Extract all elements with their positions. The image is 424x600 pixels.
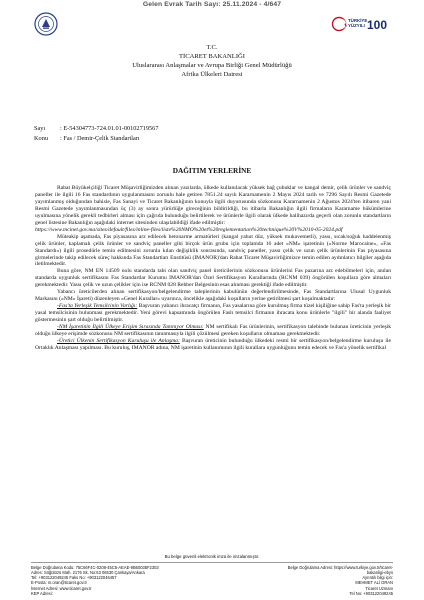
- e-signature-note: Bu belge güvenli elektronik imza ile imzalanmıştır.: [164, 554, 260, 559]
- paragraph-5-heading: -Fas'ta Yerleşik Temsilcinin Varlığı:: [57, 303, 138, 310]
- paragraph-7-text: Başvuran üreticinin bulunduğu ülkedeki resmi bir sertifikasyon/belgelendirme kuruluşu ile Ortaklık Anlaşması yapılması. Bu kuruluş, IMANOR adına, NM işaretinin kullanımının ilgili kurallara uygunluğunu temin edecek ve Fas'a yönelik sertifikal: [35, 337, 391, 351]
- turkiye-yuzyili-logo-icon: [331, 12, 387, 40]
- header-directorate: Uluslararası Anlaşmalar ve Avrupa Birliği Genel Müdürlüğü: [132, 62, 292, 69]
- paragraph-4: Yabancı üreticilerden alınan sertifikasyon/belgelendirme taleplerinin kabulünün değerlendirilmesinde, Fas Standartlarına Ulusal Uygunluk Markasını («NM» İşareti) düzenleyen «Genel Kurallar» uyarınca, öncelikle aşağıdaki koşulların yerine getirilmesi şart koşulmaktadır:: [35, 289, 391, 303]
- ministry-logo-icon: [34, 12, 58, 36]
- paragraph-6-heading: -NM İşaretinin İlgili Ülkeye Erişim Sırasında Tanınıyor Olması:: [57, 324, 204, 331]
- paragraph-7: [35, 338, 391, 352]
- meta-sayi: [34, 125, 158, 133]
- footer-kep: KEP Adresi:: [31, 590, 53, 596]
- footer-contact-name: MEHMET ALİ ORAN: [355, 580, 393, 586]
- footer-verification-code: Belge Doğrulama Kodu: 75C66F4C-0208-45C5-AEAE-9B60035F2303: [31, 565, 159, 570]
- meta-sayi-value: : E-54304773-724.01.01-00102719567: [60, 125, 159, 132]
- paragraph-5-text: Başvuran yabancı ihracatçı firmanın, Fas yasalarına göre kurulmuş firma tüzel kişiliğine sahip Fas'ta yerleşik bir yasal temsilcisinin bulunması gerekmektedir. Yeni görevi kapsamında öngörülen Faslı temsilci firmanın ihracata konu ürünlerle "ilgili" bir alanda faaliyet göstermesinin şart olduğu belirtilmiştir.: [35, 303, 391, 324]
- paragraph-6-text: NM sertifikalı Fas ürünlerinin, sertifikasyon talebinde bulunan üreticinin yerleşik olduğu ülkeye erişimde sözkonusu NM sertifikasının tanınmasıyla ilgili çözülmesi gereken koşulların olmaması gerekmektedir.: [35, 324, 391, 338]
- footer-info-label: Ayrıntılı bilgi için:: [362, 575, 393, 581]
- paragraph-7-heading: -Üretici Ülkenin Sertifikasyon Kuruluşu ile Anlaşma:: [57, 337, 180, 344]
- document-body: [35, 185, 391, 352]
- paragraph-5: [35, 303, 391, 324]
- document-title: DAĞITIM YERLERİNE: [172, 166, 252, 175]
- footer-contact-left: [31, 565, 261, 596]
- paragraph-1: Rabat Büyükelçiliği Ticaret Müşavirliğimizden alınan yazılarda, ülkede kullanılacak yüksek bağ çubuklar ve kangal demir, çelik ürünler ve sandviç paneller ile ilgili 16 Fas standardının uygulanmasını zorunlu hale getiren 7851.24 sayılı Kararnamenin 2 Mayıs 2024 tarih ve 7296 Sayılı Resmi Gazetede yayımlanmış olduğundan bahisle, Fas Sanayi ve Ticaret Bakanlığının konuyla ilgili duyurusunda sözkonusu Kararnamenin 2 Ağustos 2024'ten itibaren yani Resmi Gazetede yayımlanmasından üç (3) ay sonra yürürlüğe gireceğinin bildirildiği, bu itibarla Bakanlığın ilgili firmaların Kararname hükümlerine uyulmasına yönelik gerekli tedbirleri alması için çağrıda bulunduğu belirtilerek ve ürünlerle ilgili olarak ülkede halihazırda geçerli olan zorunlu standartların genel listesine Bakanlığın aşağıdaki internet sitesinden ulaşılabildiği ifade edilmiştir:: [35, 185, 391, 226]
- meta-konu: [34, 135, 140, 143]
- meta-sayi-label: Sayı: [34, 125, 46, 132]
- footer-website[interactable]: İnternet Adresi: www.ticaret.gov.tr: [31, 585, 92, 591]
- meta-konu-label: Konu: [34, 135, 48, 142]
- footer-address: Adres: Söğütözü Mah. 2176 Sk. No:63 06530 Çankaya/Ankara: [31, 570, 145, 576]
- paragraph-3: Buna göre, NM EN 14509 nolu standarda tabi olan sandviç panel üreticilerinin sözkonusu ürünlerini Fas pazarına arz edebilmeleri için, anılan standarda uygunluk sertifikasını Fas Standartlar Kurumu IMANOR'dan Özel Sertifikasyon Kurallarında (RCNM 039) öngörülen koşullara göre almaları gerekmektedir. Yassı çelik ve uzun çelikler için ise RCNM 028 Rehber Belgesinin esas alınması gerektiği ifade edilmiştir.: [35, 268, 391, 289]
- footer-contact-title: Ticaret Uzmanı: [365, 585, 393, 591]
- footer-verification-url[interactable]: Belge Doğrulama Adresi: https://www.turkiye.gov.tr/ticaret-bakanligi-ebys: [287, 565, 393, 576]
- header-ministry: TİCARET BAKANLIĞI: [179, 53, 245, 60]
- document-footer: [31, 562, 393, 596]
- meta-konu-value: : Fas / Demir-Çelik Standartları: [60, 135, 140, 142]
- paragraph-6: [35, 324, 391, 338]
- footer-contact-phone: Tel No: +903122049245: [349, 590, 393, 596]
- footer-email[interactable]: E-Posta: m.oran@ticaret.gov.tr: [31, 580, 87, 586]
- mcinet-link[interactable]: https://www.mcinet.gov.ma/sites/default/files/inline-files/liste%20NMO%20et%20reglementation%20technique%20V%2010-05-2024.pdf: [35, 226, 343, 233]
- footer-phone-fax: Tel: +903122049245 Faks No: +903122046457: [31, 575, 117, 581]
- logo-text-100: 100: [367, 18, 387, 32]
- paragraph-2: Müteakip aşamada, Fas piyasasına arz edilecek betonarme armatürleri (kangal yahut düz, yüksek mukavemetli), yassı, sıcak/soğuk haddelenmiş çelik ürünler, kaplamalı çelik ürünler ve sandviç paneller gibi birçok ürün grubu için toplamda 16 adet «NM» işaretinin («Norme Marocaine», «Fas Standardı») ilgili prosedürle temin edilmesini zorunlu kılan değişiklik sonrasında, sandviç paneller, yassı çelik ve uzun çelik ürünlerinin Fas piyasasına girmelerinde takip edilecek süreç hakkında Fas Standartları Enstitüsü (IMANOR)'dan Rabat Ticaret Müşavirliğimizce temin edilen aydınlatıcı bilgiler aşağıda iletilmektedir.: [35, 233, 391, 268]
- logo-text-turkiye: TÜRKİYE: [348, 18, 368, 23]
- logo-text-yuzyili: YÜZYILI: [348, 23, 365, 28]
- header-department: Afrika Ülkeleri Dairesi: [181, 71, 243, 78]
- incoming-document-stamp: Gelen Evrak Tarih Sayı: 25.11.2024 - 4/647: [142, 1, 282, 8]
- header-tc: T.C.: [206, 44, 218, 51]
- footer-contact-right: [281, 565, 393, 596]
